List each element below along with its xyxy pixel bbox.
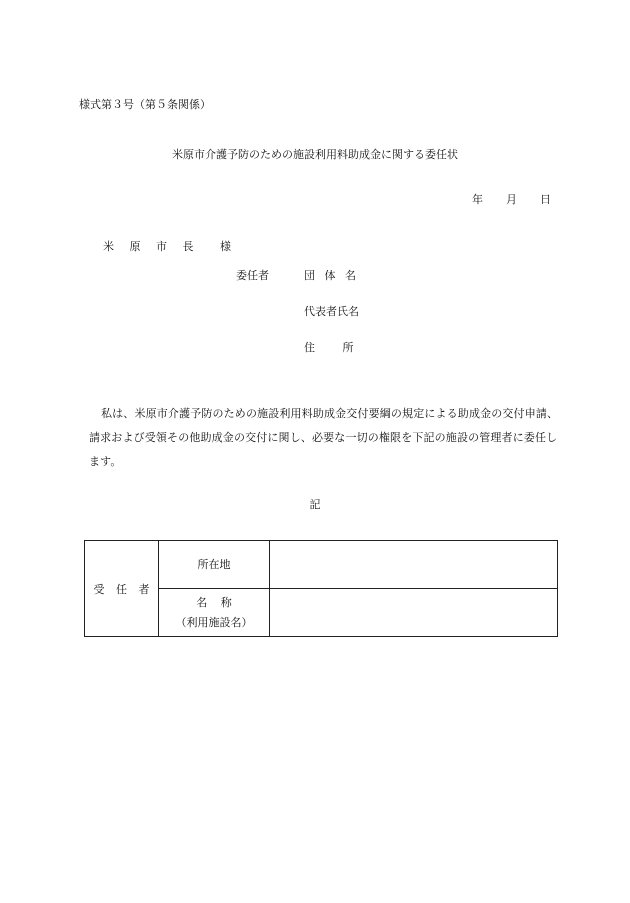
date-day-label: 日 [540,193,551,206]
delegate-label: 受 任 者 [85,541,159,637]
name-label: 名 称 [196,595,232,609]
facility-label: （利用施設名） [175,615,253,629]
ki-heading: 記 [309,498,321,511]
date-year-label: 年 [472,193,483,206]
location-label: 所在地 [159,541,270,589]
delegate-info-table [84,540,558,637]
address-label: 住 所 [304,341,354,354]
delegation-statement: 私は、米原市介護予防のための施設利用料助成金交付要綱の規定による助成金の交付申請、請求および受領その他助成金の交付に関し、必要な一切の権限を下記の施設の管理者に委任します。 [89,407,559,468]
representative-name-label: 代表者氏名 [304,305,359,318]
addressee: 米 原 市 長 様 [103,240,231,253]
form-number: 様式第３号（第５条関係） [79,98,211,111]
organization-name-label: 団 体 名 [304,269,356,282]
document-title: 米原市介護予防のための施設利用料助成金に関する委任状 [172,148,458,161]
facility-name-value-cell[interactable] [270,589,558,637]
date-month-label: 月 [506,193,517,206]
facility-name-label-cell [159,589,270,637]
delegator-label: 委任者 [236,269,269,282]
location-value-cell[interactable] [270,541,558,589]
